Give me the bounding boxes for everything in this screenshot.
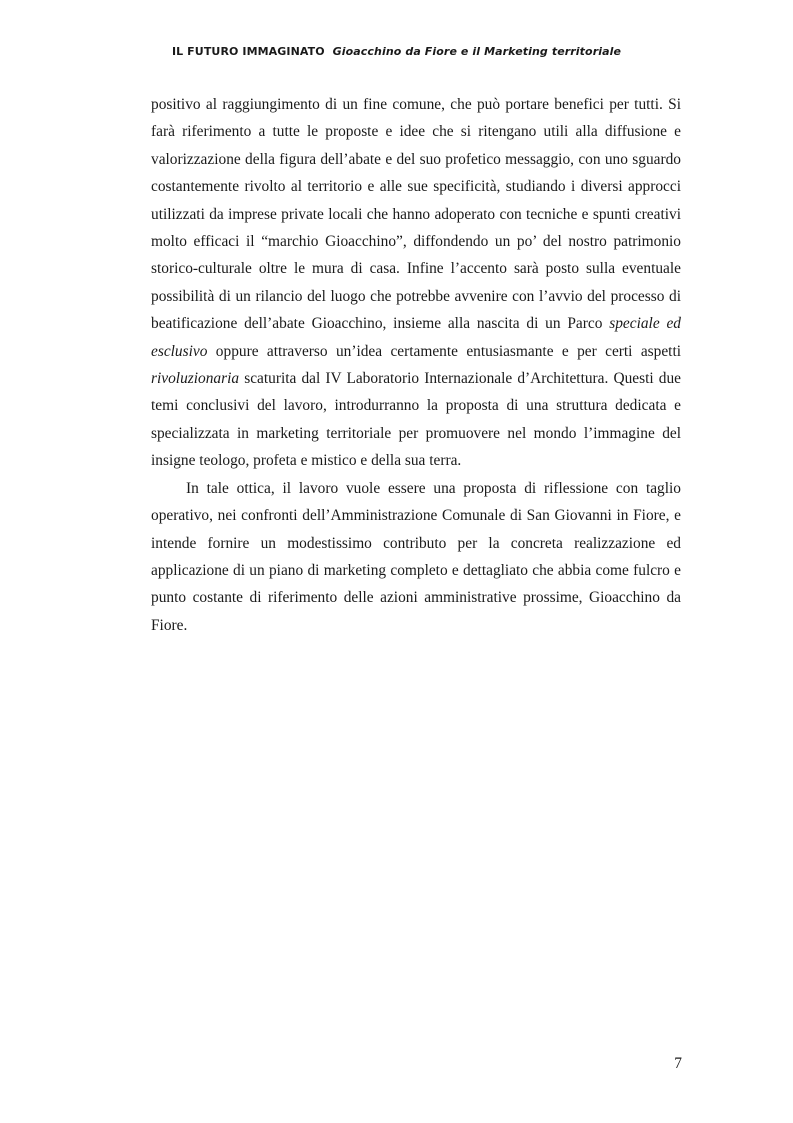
paragraph-1-emphasis-a: speciale ed esclusivo: [151, 315, 681, 360]
body-text: [151, 91, 681, 639]
paragraph-2: In tale ottica, il lavoro vuole essere una proposta di riflessione con taglio operativo, nei confronti dell’Amministrazione Comunale di San Giovanni in Fiore, e intende fornire un modestissimo contributo per la concreta realizzazione ed applicazione di un piano di marketing completo e dettagliato che abbia come fulcro e punto costante di riferimento delle azioni amministrative prossime, Gioacchino da Fiore.: [151, 479, 681, 634]
paragraph-1: [151, 91, 681, 475]
page-number: 7: [674, 1055, 682, 1072]
header-title: IL FUTURO IMMAGINATO: [171, 45, 325, 58]
paragraph-1-text-a: positivo al raggiungimento di un fine comune, che può portare benefici per tutti. Si farà riferimento a tutte le proposte e idee che si ritengano utili alla diffusione e valorizzazione della figura dell’abate e del suo profetico messaggio, con uno sguardo costantemente rivolto al territorio e alle sue specificità, studiando i diversi approcci utilizzati da imprese private locali che hanno adoperato con tecniche e spunti creativi molto efficaci il “marchio Gioacchino”, diffondendo un po’ del nostro patrimonio storico-culturale oltre le mura di casa. Infine l’accento sarà posto sulla eventuale possibilità di un rilancio del luogo che potrebbe avvenire con l’avvio del processo di beatificazione dell’abate Gioacchino, insieme alla nascita di un Parco: [151, 96, 681, 333]
paragraph-1-text-c: scaturita dal IV Laboratorio Internazionale d’Architettura. Questi due temi conclusivi del lavoro, introdurranno la proposta di una struttura dedicata e specializzata in marketing territoriale per promuovere nel mondo l’immagine del insigne teologo, profeta e mistico e della sua terra.: [151, 370, 681, 470]
running-header: [0, 45, 793, 58]
paragraph-1-emphasis-b: rivoluzionaria: [151, 370, 240, 388]
paragraph-1-text-b: oppure attraverso un’idea certamente entusiasmante e per certi aspetti: [215, 342, 681, 360]
header-subtitle: Gioacchino da Fiore e il Marketing territoriale: [332, 45, 622, 58]
